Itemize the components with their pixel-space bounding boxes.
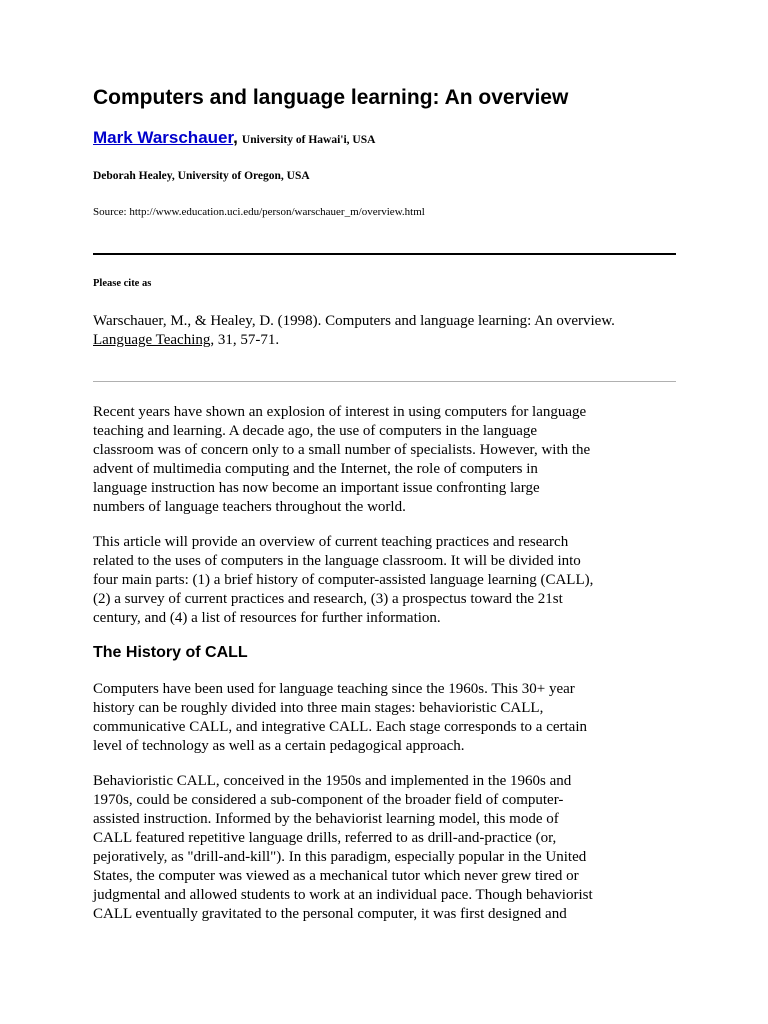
history-heading: The History of CALL bbox=[93, 644, 248, 661]
text-line: Recent years have shown an explosion of interest in using computers for language bbox=[93, 404, 587, 420]
text-line: level of technology as well as a certain pedagogical approach. bbox=[93, 738, 465, 754]
intro-paragraph bbox=[93, 403, 676, 517]
text-line: (2) a survey of current practices and research, (3) a prospectus toward the 21st bbox=[93, 591, 563, 607]
cite-label: Please cite as bbox=[93, 278, 152, 289]
text-line: Behavioristic CALL, conceived in the 1950s and implemented in the 1960s and bbox=[93, 773, 572, 789]
author-comma: , bbox=[233, 128, 238, 147]
author-link-warschauer[interactable]: Mark Warschauer bbox=[93, 128, 234, 147]
section-divider-thick bbox=[93, 253, 676, 255]
text-line: teaching and learning. A decade ago, the use of computers in the language bbox=[93, 423, 538, 439]
text-line: 1970s, could be considered a sub-component of the broader field of computer- bbox=[93, 792, 564, 808]
text-line: States, the computer was viewed as a mechanical tutor which never grew tired or bbox=[93, 868, 579, 884]
text-line: CALL featured repetitive language drills, referred to as drill-and-practice (or, bbox=[93, 830, 557, 846]
citation-authors: Warschauer, M., & Healey, D. (1998). Computers and language learning: An overview. bbox=[93, 313, 615, 329]
text-line: CALL eventually gravitated to the personal computer, it was first designed and bbox=[93, 906, 567, 922]
text-line: century, and (4) a list of resources for further information. bbox=[93, 610, 441, 626]
text-line: communicative CALL, and integrative CALL. Each stage corresponds to a certain bbox=[93, 719, 587, 735]
citation-text bbox=[93, 312, 676, 350]
text-line: assisted instruction. Informed by the behaviorist learning model, this mode of bbox=[93, 811, 559, 827]
text-line: judgmental and allowed students to work at an individual pace. Though behaviorist bbox=[93, 887, 593, 903]
coauthor-line: Deborah Healey, University of Oregon, USA bbox=[93, 170, 310, 182]
section-divider-thin bbox=[93, 381, 676, 382]
text-line: This article will provide an overview of current teaching practices and research bbox=[93, 534, 569, 550]
citation-journal: Language Teaching bbox=[93, 332, 211, 348]
text-line: pejoratively, as "drill-and-kill"). In this paradigm, especially popular in the United bbox=[93, 849, 587, 865]
text-line: numbers of language teachers throughout the world. bbox=[93, 499, 406, 515]
text-line: language instruction has now become an important issue confronting large bbox=[93, 480, 540, 496]
text-line: history can be roughly divided into three main stages: behavioristic CALL, bbox=[93, 700, 544, 716]
text-line: classroom was of concern only to a small number of specialists. However, with the bbox=[93, 442, 591, 458]
source-url: Source: http://www.education.uci.edu/person/warschauer_m/overview.html bbox=[93, 206, 425, 218]
article-title: Computers and language learning: An overview bbox=[93, 86, 569, 109]
text-line: four main parts: (1) a brief history of computer-assisted language learning (CALL), bbox=[93, 572, 594, 588]
author-line bbox=[93, 128, 375, 148]
text-line: advent of multimedia computing and the Internet, the role of computers in bbox=[93, 461, 538, 477]
citation-volume: , 31, 57-71. bbox=[210, 332, 280, 348]
text-line: Computers have been used for language teaching since the 1960s. This 30+ year bbox=[93, 681, 575, 697]
behavioristic-paragraph bbox=[93, 772, 676, 924]
text-line: related to the uses of computers in the language classroom. It will be divided into bbox=[93, 553, 581, 569]
author-affiliation: University of Hawai'i, USA bbox=[241, 134, 376, 146]
overview-paragraph bbox=[93, 533, 676, 628]
history-paragraph bbox=[93, 680, 676, 756]
